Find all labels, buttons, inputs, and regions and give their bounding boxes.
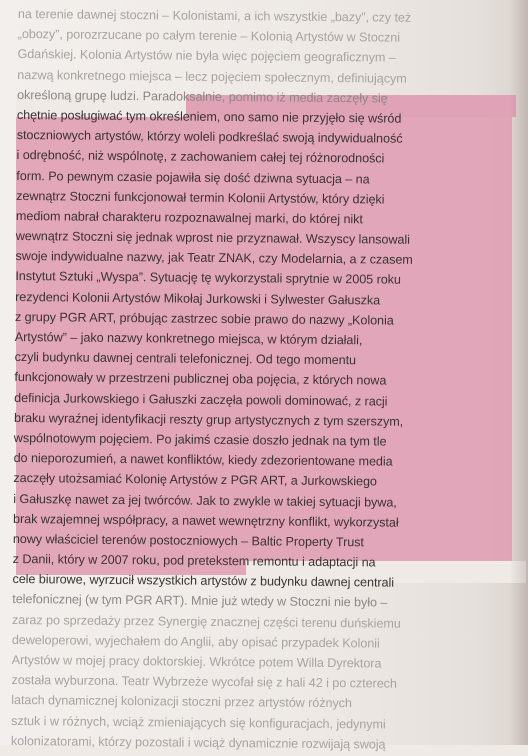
text-line: z grupy PGR ART, próbując zastrzec sobie prawo do nazwy „Kolonia bbox=[14, 309, 394, 328]
text-line: określoną grupę ludzi. Paradoksalnie, pomimo iż media zaczęły się bbox=[17, 87, 388, 106]
text-line: chętnie posługiwać tym określeniem, ono samo nie przyjęło się wśród bbox=[16, 107, 402, 126]
text-line: i Gałuszkę nawet za jej twórców. Jak to zwykle w takiej sytuacji bywa, bbox=[13, 491, 397, 510]
text-line: kolonizatorami, którzy pozostali i wciąż dynamicznie rozwijają swoją bbox=[10, 733, 386, 752]
page-edge-shadow bbox=[510, 0, 528, 745]
text-line: swoje indywidualne nazwy, jak Teatr ZNAK, czy Modelarnia, a z czasem bbox=[15, 249, 413, 268]
text-line: stoczniowych artystów, którzy woleli podkreślać swoją indywidualność bbox=[16, 128, 403, 146]
text-line: nazwą konkretnego miejsca – lecz pojęciem społecznym, definiującym bbox=[17, 67, 407, 86]
text-line: wewnątrz Stoczni się jednak wprost nie przyznawał. Wszyscy lansowali bbox=[15, 229, 410, 247]
text-line: do nieporozumień, a nawet konfliktów, kiedy zdezorientowane media bbox=[13, 451, 393, 469]
text-line: „obozy”, porozrzucane po całym terenie – Kolonią Artystów w Stoczni bbox=[17, 27, 401, 45]
text-line: Gdańskiej. Kolonia Artystów nie była więc pojęciem geograficznym – bbox=[17, 47, 396, 66]
text-line: latach dynamicznej kolonizacji stoczni przez artystów różnych bbox=[11, 693, 352, 711]
text-line: nowy właściciel terenów postoczniowych – Baltic Property Trust bbox=[12, 531, 364, 550]
text-line: braku wyraźnej identyfikacji reszty grup artystycznych z tym szerszym, bbox=[13, 410, 404, 429]
body-text bbox=[11, 4, 510, 756]
text-line: mediom nabrał charakteru rozpoznawalnej marki, do której nikt bbox=[15, 208, 363, 227]
text-line: sztuk i w różnych, wciąż zmieniających się konfiguracjach, jedynymi bbox=[11, 713, 386, 732]
text-line: telefonicznej (w tym PGR ART). Mnie już wtedy w Stoczni nie było – bbox=[12, 592, 388, 611]
text-line: zaczęły utożsamiać Kolonię Artystów z PGR ART, a Jurkowskiego bbox=[13, 471, 377, 489]
text-line: rezydenci Kolonii Artystów Mikołaj Jurkowski i Sylwester Gałuszka bbox=[15, 289, 381, 308]
text-line: czyli budynku dawnej centrali telefonicznej. Od tego momentu bbox=[14, 350, 357, 368]
text-line: zewnątrz Stoczni funkcjonował termin Kolonii Artystów, który dzięki bbox=[16, 188, 385, 207]
text-line: cele biurowe, wyrzucił wszystkich artystów z budynku dawnej centrali bbox=[12, 572, 395, 590]
text-line: z Danii, który w 2007 roku, pod pretekstem remontu i adaptacji na bbox=[12, 552, 376, 570]
text-line: wspólnotowym pojęciem. Po jakimś czasie doszło jednak na tym tle bbox=[13, 430, 387, 449]
text-line: została wyburzona. Teatr Wybrzeże wycofał się z hali 42 i po czterech bbox=[11, 673, 397, 691]
text-line: zaraz po sprzedaży przez Synergię znacznej części terenu duńskiemu bbox=[12, 612, 401, 631]
text-line: definicja Jurkowskiego i Gałuszki zaczęła powoli dominować, z racji bbox=[14, 390, 388, 409]
text-line: funkcjonowały w przestrzeni publicznej oba pojęcia, z których nowa bbox=[14, 370, 387, 388]
text-line: Artystów” – jako nazwy konkretnego miejsca, w którym działali, bbox=[14, 329, 363, 348]
text-line: Instytut Sztuki „Wyspa”. Sytuację tę wykorzystali sprytnie w 2005 roku bbox=[15, 269, 401, 288]
text-line: Artystów w mojej pracy doktorskiej. Wkrótce potem Willa Dyrektora bbox=[11, 652, 382, 671]
text-line: form. Po pewnym czasie pojawiła się dość dziwna sytuacja – na bbox=[16, 168, 370, 186]
text-line: i odrębność, niż wspólnotę, z zachowaniem całej tej różnorodności bbox=[16, 148, 385, 166]
text-line: brak wzajemnej współpracy, a nawet wewnętrzny konflikt, wykorzystał bbox=[12, 511, 399, 530]
text-line: na terenie dawnej stoczni – Kolonistami, a ich wszystkie „bazy”, czy też bbox=[17, 6, 412, 25]
text-line: deweloperowi, wyjechałem do Anglii, aby opisać przypadek Kolonii bbox=[11, 632, 380, 651]
